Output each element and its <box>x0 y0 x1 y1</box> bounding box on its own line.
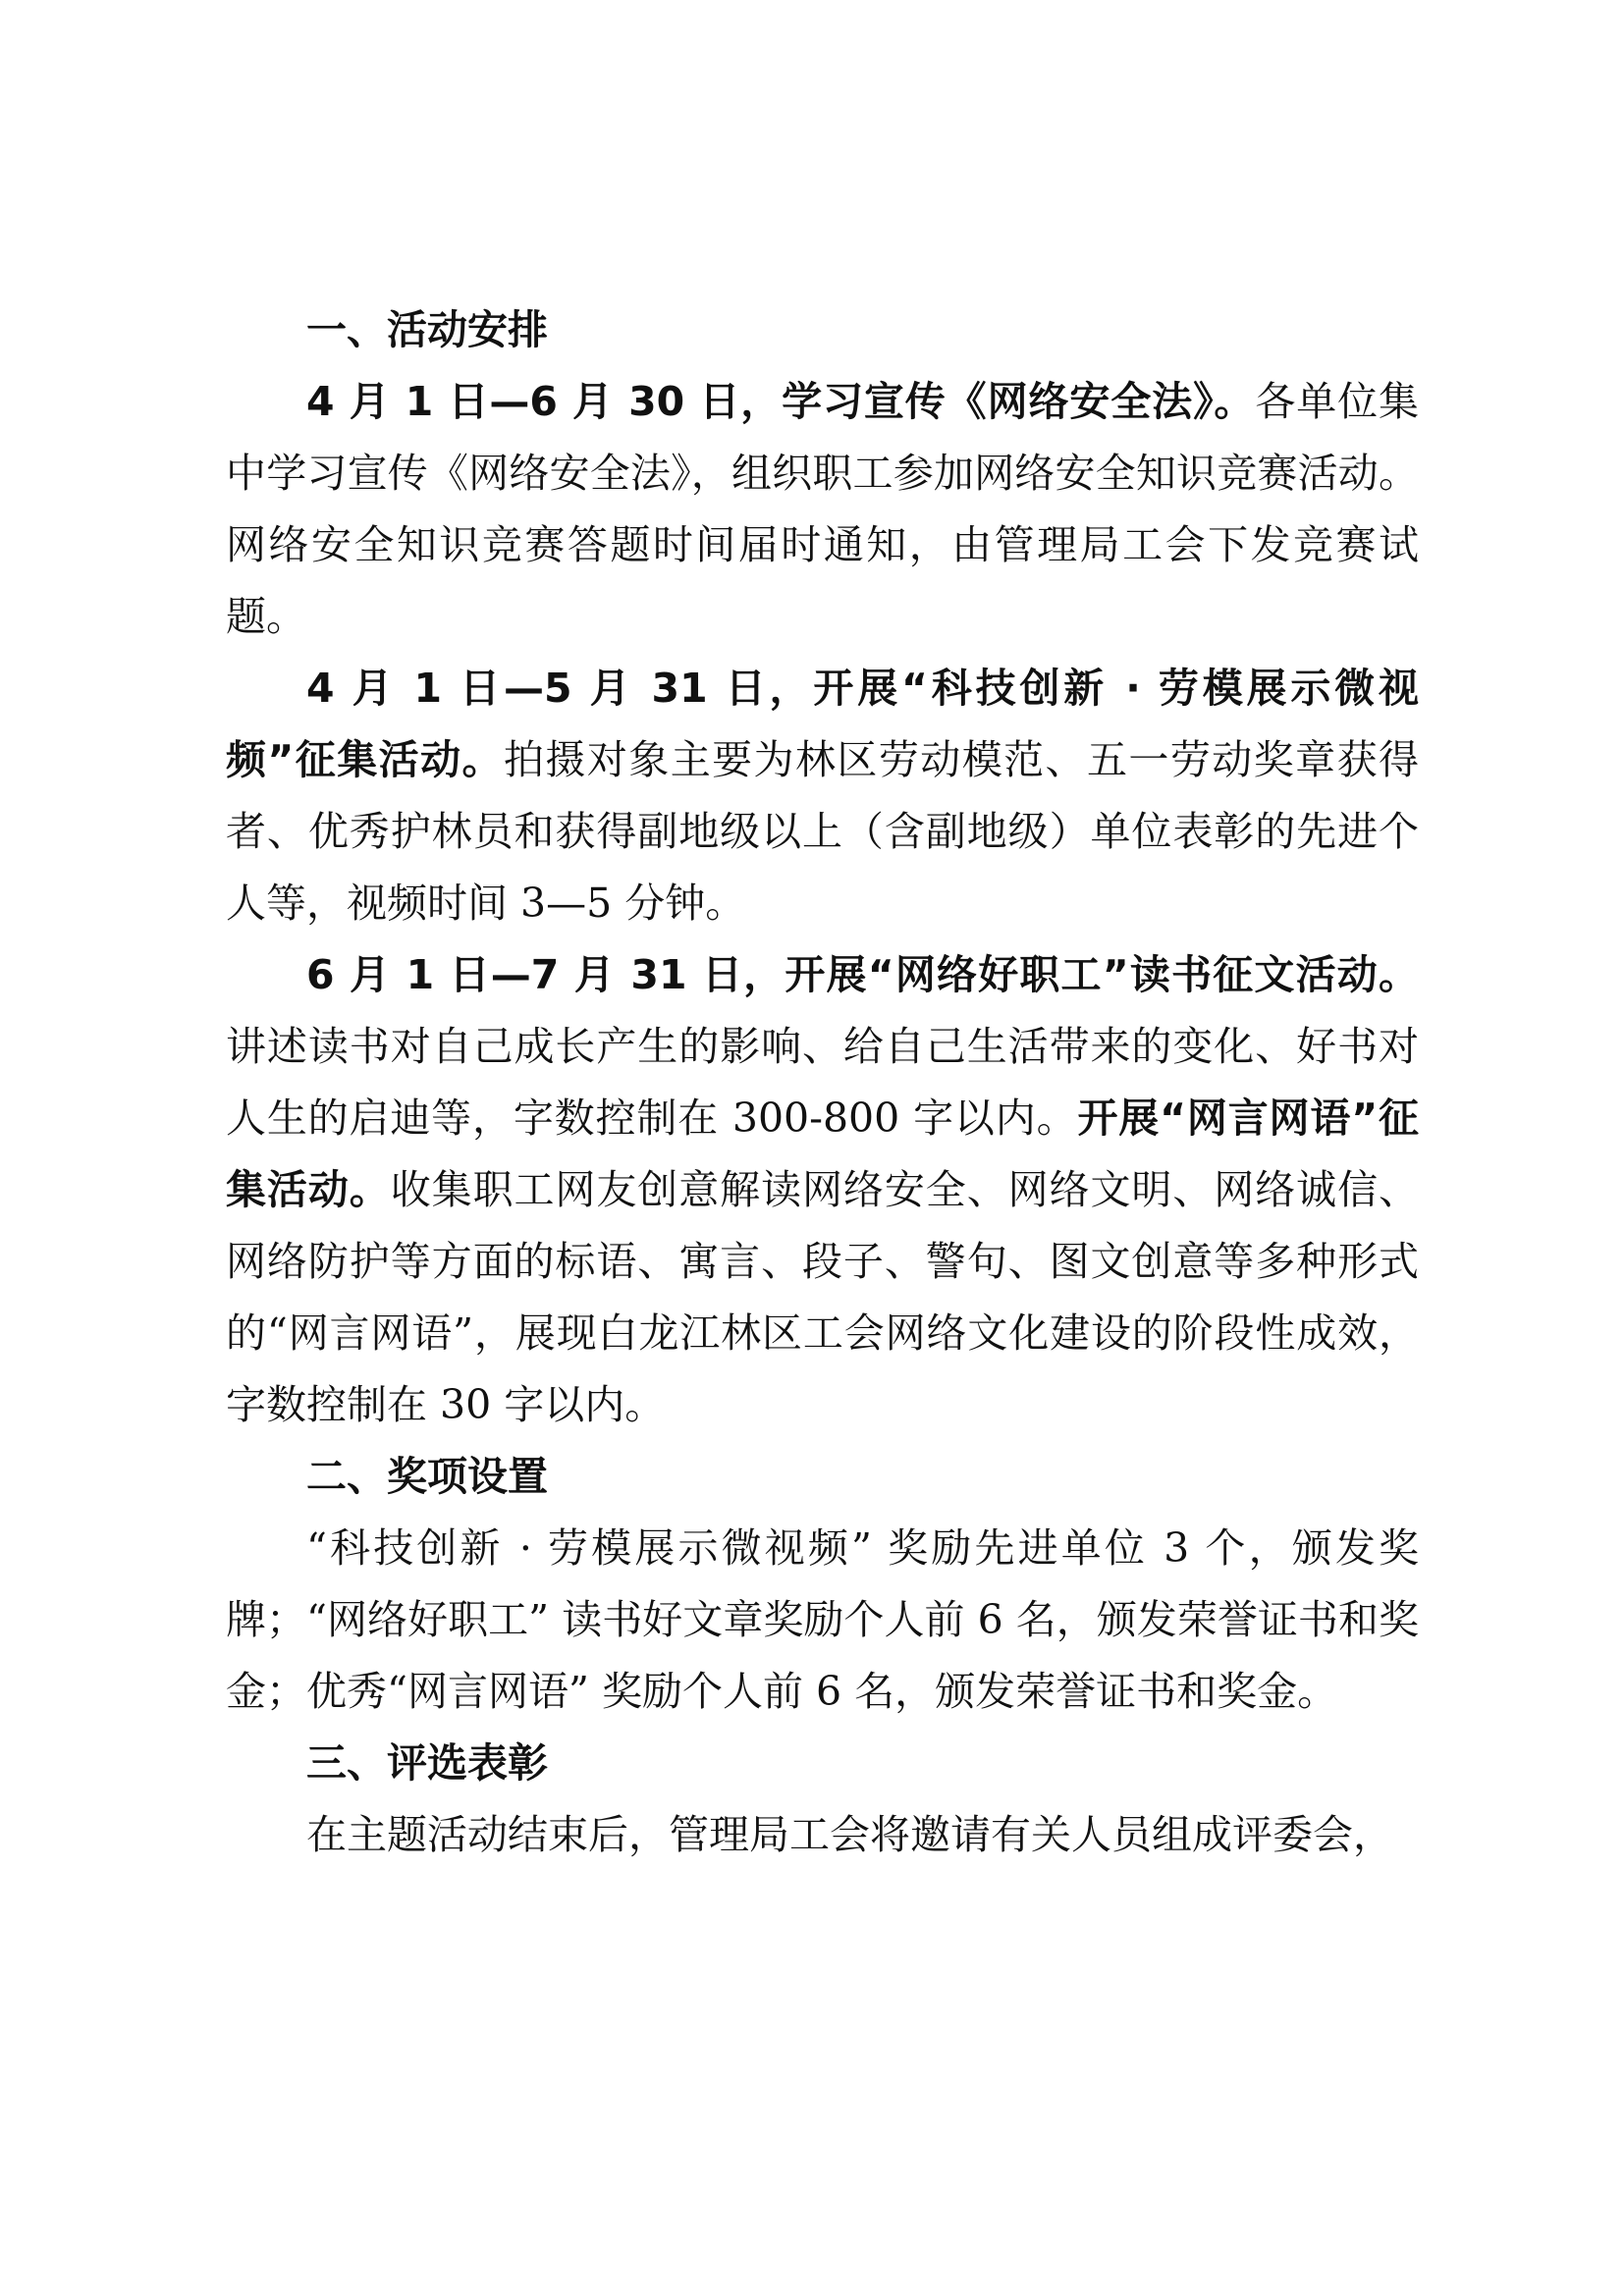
section-heading-activity-arrangement: 一、活动安排 <box>306 306 548 353</box>
paragraph-micro-video <box>226 653 1419 939</box>
section-heading-evaluation: 三、评选表彰 <box>306 1739 548 1787</box>
paragraph-body: 拍摄对象主要为林区劳动模范、五一劳动奖章获得者、优秀护林员和获得副地级以上（含副地级）单位表彰的先进个人等，视频时间 3—5 分钟。 <box>226 736 1420 927</box>
paragraph-awards: “科技创新 · 劳模展示微视频” 奖励先进单位 3 个，颁发奖牌；“网络好职工” 读书好文章奖励个人前 6 名，颁发荣誉证书和奖金；优秀“网言网语” 奖励个人前 6 名，颁发荣誉证书和奖金。 <box>226 1524 1419 1715</box>
paragraph-evaluation: 在主题活动结束后，管理局工会将邀请有关人员组成评委会， <box>306 1811 1393 1858</box>
paragraph-body: 讲述读书对自己成长产生的影响、给自己生活带来的变化、好书对人生的启迪等，字数控制在 300-800 字以内。 <box>226 1023 1419 1142</box>
paragraph-lead: 4 月 1 日—5 月 31 日，开展“科技创新 · 劳模展示微视频”征集活动。 <box>226 665 1419 783</box>
paragraph-body-secondary: 收集职工网友创意解读网络安全、网络文明、网络诚信、网络防护等方面的标语、寓言、段子、警句、图文创意等多种形式的“网言网语”，展现白龙江林区工会网络文化建设的阶段性成效，字数控制在 30 字以内。 <box>226 1166 1420 1428</box>
paragraph-lead: 6 月 1 日—7 月 31 日，开展“网络好职工”读书征文活动。 <box>306 951 1419 998</box>
paragraph-lead: 4 月 1 日—6 月 30 日，学习宣传《网络安全法》。 <box>306 378 1256 425</box>
paragraph-lead-secondary: 开展“网言网语”征集活动。 <box>226 1095 1419 1213</box>
paragraph-body: 各单位集中学习宣传《网络安全法》，组织职工参加网络安全知识竞赛活动。网络安全知识竞赛答题时间届时通知，由管理局工会下发竞赛试题。 <box>226 378 1420 640</box>
paragraph-cybersecurity-law <box>226 366 1419 653</box>
paragraph-reading-essay <box>226 939 1419 1441</box>
document-page <box>226 294 1419 1871</box>
section-heading-awards: 二、奖项设置 <box>306 1453 548 1500</box>
